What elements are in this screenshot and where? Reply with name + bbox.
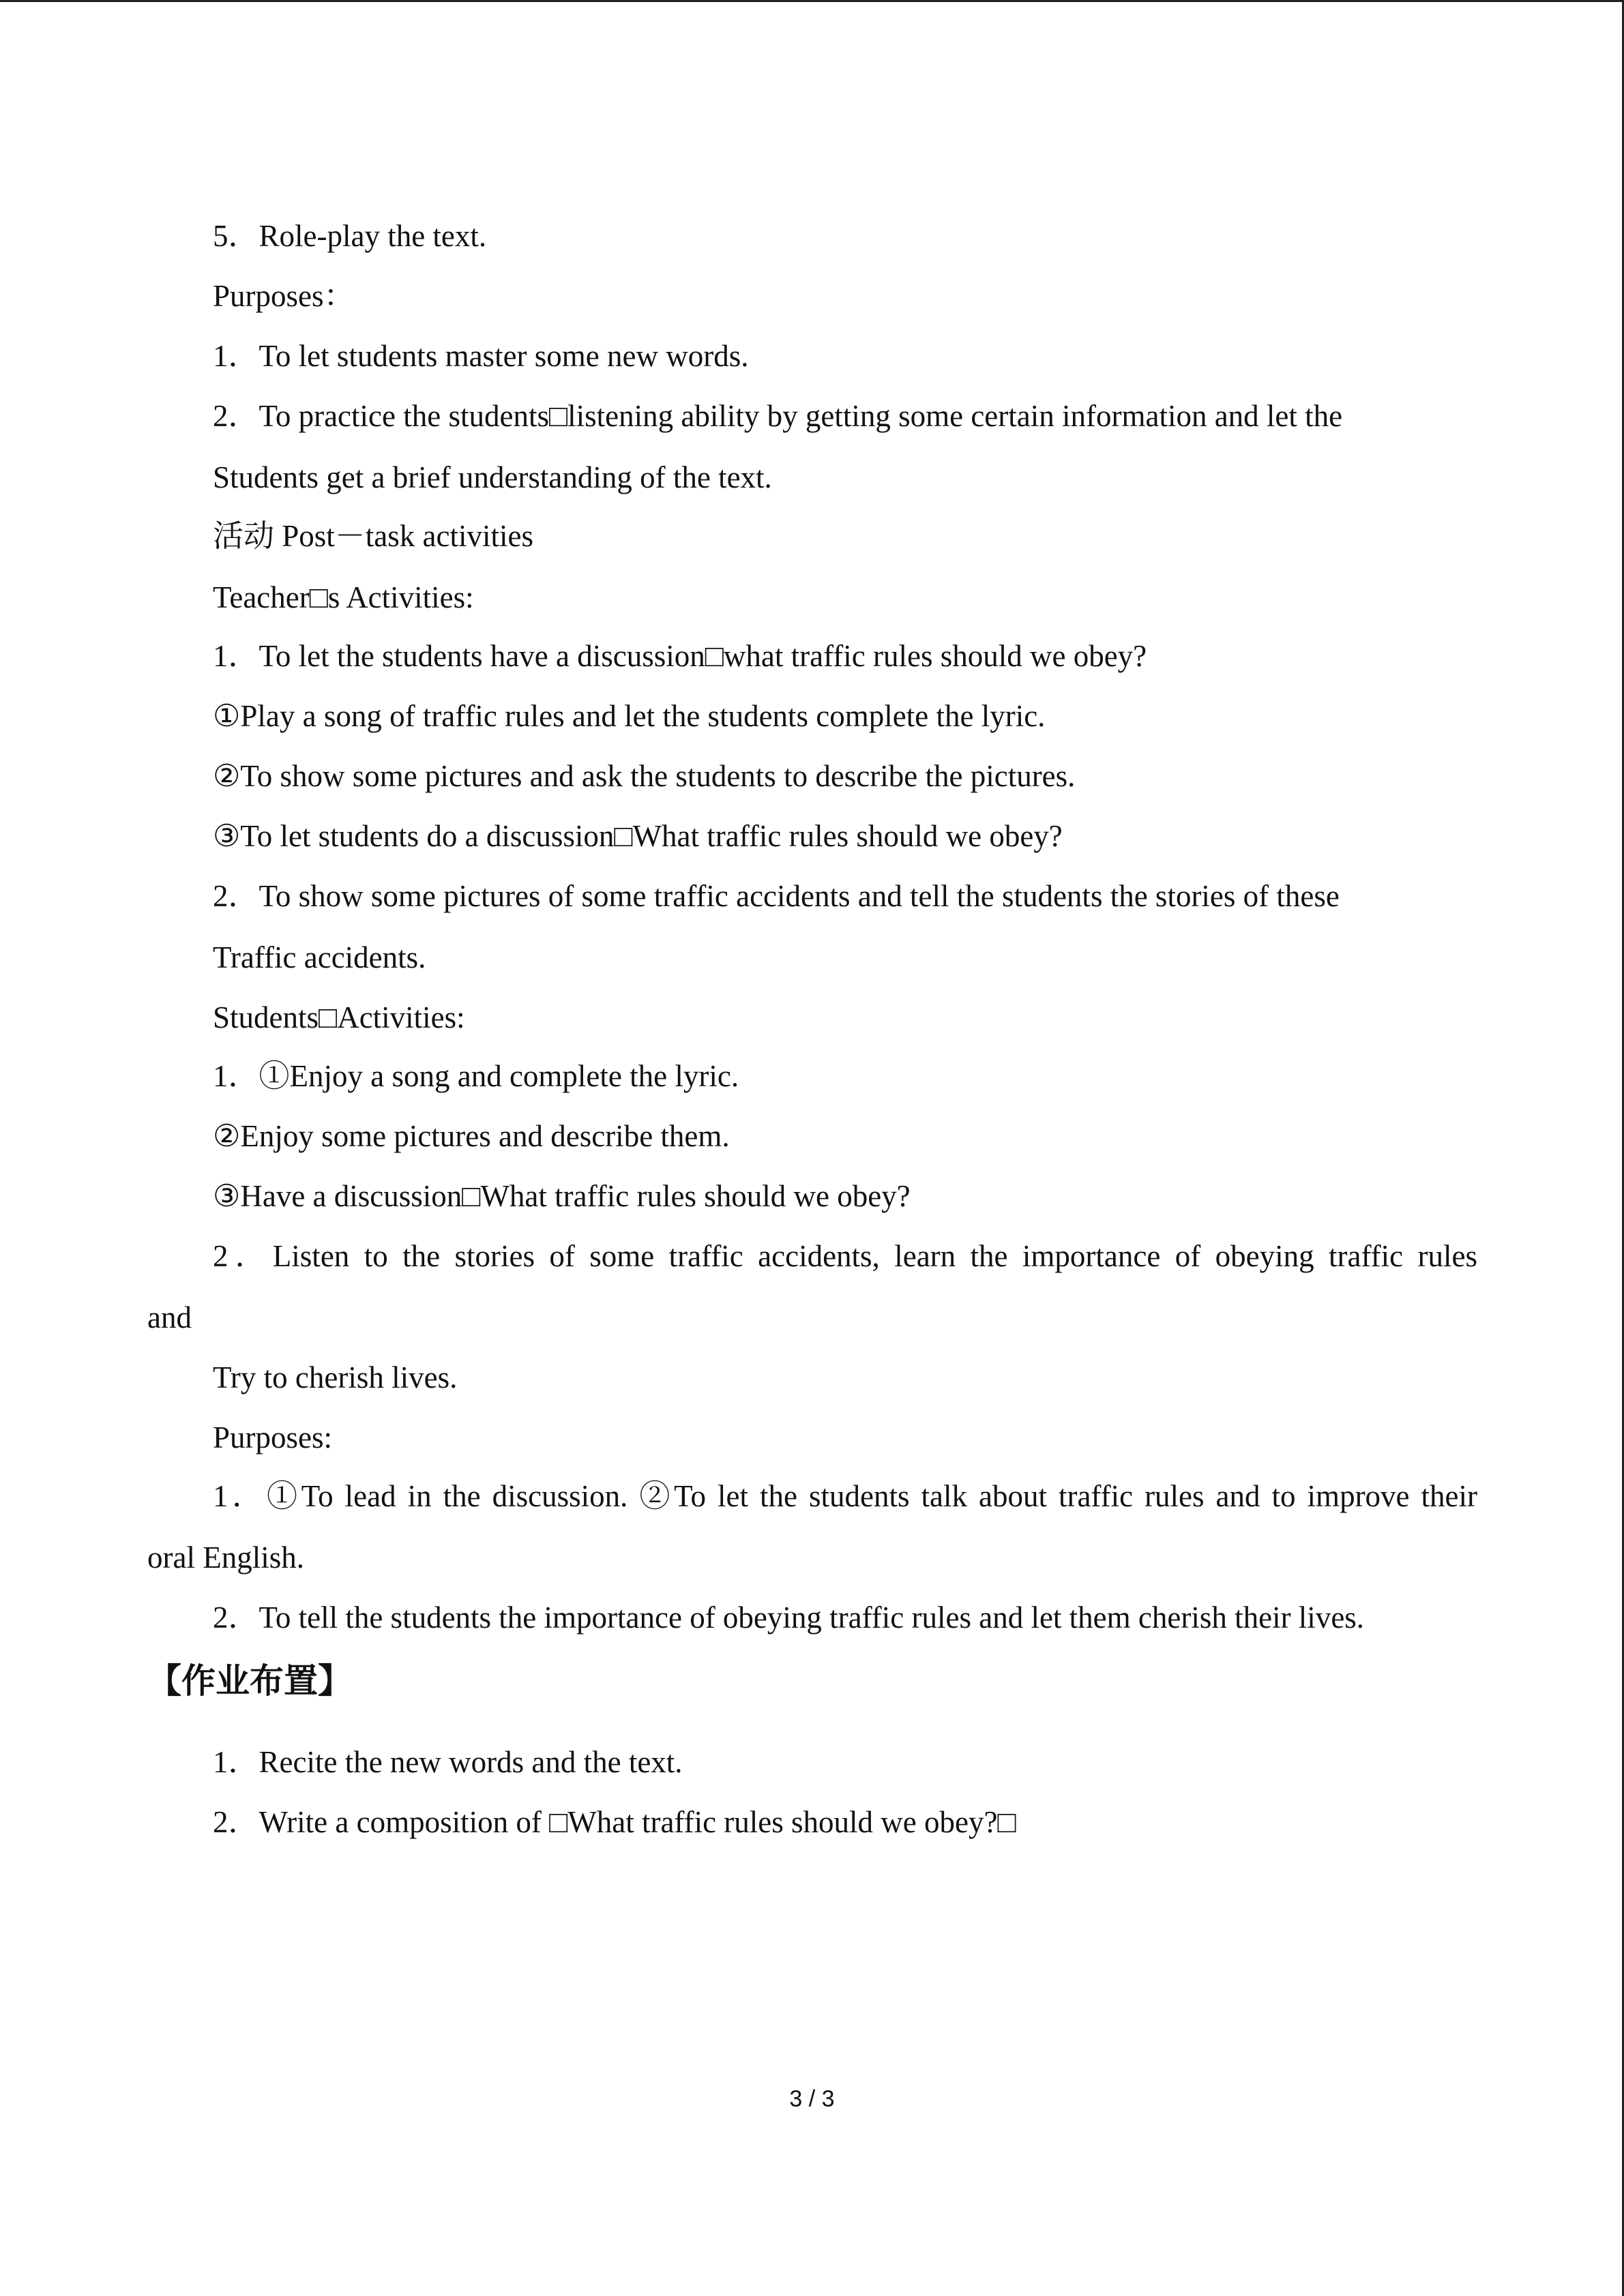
text-line: 1．①Enjoy a song and complete the lyric. (213, 1059, 739, 1093)
text-line: Try to cherish lives. (213, 1360, 458, 1395)
text-line: Purposes： (213, 279, 355, 313)
text-line: ①Play a song of traffic rules and let the students complete the lyric. (213, 699, 1046, 733)
text-line: ③To let students do a discussion□What traffic rules should we obey? (213, 819, 1063, 853)
text-line: ③Have a discussion□What traffic rules should we obey? (213, 1179, 911, 1213)
text-line: Traffic accidents. (213, 940, 426, 974)
text-line: 1．To let the students have a discussion□what traffic rules should we obey? (213, 639, 1147, 673)
text-line: 5．Role-play the text. (213, 219, 487, 253)
page-top-border (0, 0, 1624, 2)
page-number: 3 / 3 (789, 2086, 835, 2112)
text-line: 2．Write a composition of □What traffic rules should we obey?□ (213, 1805, 1016, 1839)
text-line: 1．Recite the new words and the text. (213, 1745, 683, 1779)
text-line: 活动 Post－task activities (213, 519, 533, 553)
text-line: 1．①To lead in the discussion. ②To let the students talk about traffic rules and to improve their (213, 1479, 1477, 1513)
text-line: 2．To show some pictures of some traffic accidents and tell the students the stories of these (213, 879, 1340, 913)
text-line: 1．To let students master some new words. (213, 339, 749, 373)
text-line: ②Enjoy some pictures and describe them. (213, 1119, 730, 1153)
text-line: Purposes: (213, 1420, 333, 1455)
text-line: Teacher□s Activities: (213, 580, 474, 614)
text-line: oral English. (147, 1540, 304, 1575)
text-line: Students□Activities: (213, 1000, 465, 1034)
text-line: ②To show some pictures and ask the students to describe the pictures. (213, 759, 1076, 793)
text-line: 2．To practice the students□listening ability by getting some certain information and let the (213, 399, 1343, 433)
text-line: and (147, 1300, 192, 1335)
text-line: 2．To tell the students the importance of obeying traffic rules and let them cherish their lives. (213, 1600, 1365, 1635)
text-line: Students get a brief understanding of the text. (213, 460, 772, 494)
homework-heading: 【作业布置】 (147, 1661, 352, 1701)
text-line: 2．Listen to the stories of some traffic accidents, learn the importance of obeying traffic rules (213, 1239, 1477, 1273)
